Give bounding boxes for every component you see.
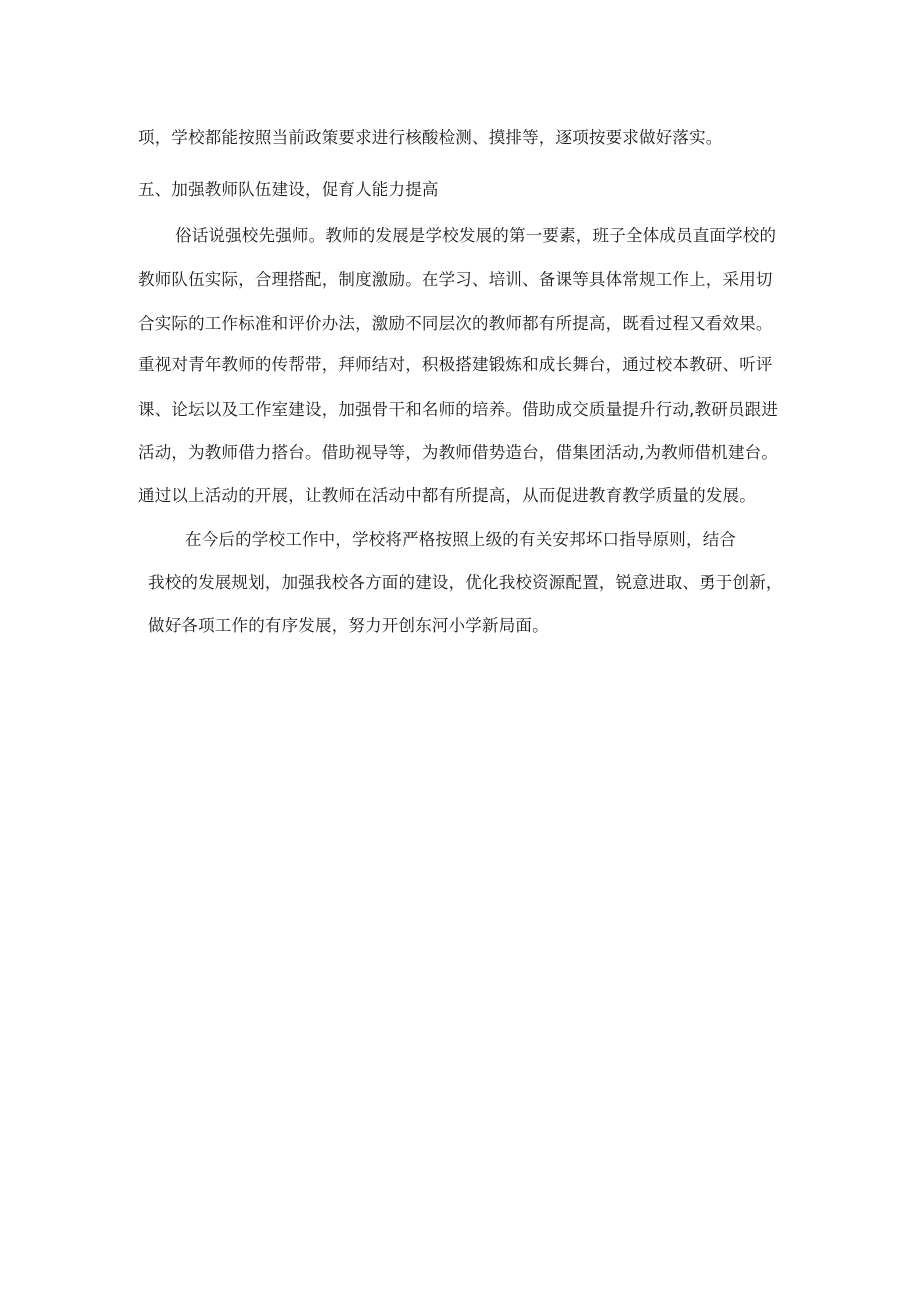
paragraph-line: 教师队伍实际，合理搭配，制度激励。在学习、培训、备课等具体常规工作上，采用切	[138, 270, 773, 289]
paragraph-line: 做好各项工作的有序发展，努力开创东河小学新局面。	[148, 616, 549, 635]
paragraph-line: 合实际的工作标准和评价办法，激励不同层次的教师都有所提高，既看过程又看效果。	[138, 314, 773, 333]
paragraph-line: 活动，为教师借力搭台。借助视导等，为教师借势造台，借集团活动,为教师借机建台。	[138, 443, 779, 462]
paragraph-line: 在今后的学校工作中，学校将严格按照上级的有关安邦坏口指导原则，结合	[185, 530, 737, 549]
intro-line: 项，学校都能按照当前政策要求进行核酸检测、摸排等，逐项按要求做好落实。	[138, 128, 723, 147]
paragraph-line: 通过以上活动的开展，让教师在活动中都有所提高，从而促进教育教学质量的发展。	[138, 486, 756, 505]
paragraph-line: 我校的发展规划，加强我校各方面的建设，优化我校资源配置，锐意进取、勇于创新，	[148, 573, 783, 592]
paragraph-line: 俗话说强校先强师。教师的发展是学校发展的第一要素，班子全体成员直面学校的	[175, 226, 777, 245]
section-heading: 五、加强教师队伍建设，促育人能力提高	[138, 180, 439, 199]
paragraph-line: 重视对青年教师的传帮带，拜师结对，积极搭建锻炼和成长舞台，通过校本教研、听评	[138, 355, 773, 374]
paragraph-line: 课、论坛以及工作室建设，加强骨干和名师的培养。借助成交质量提升行动,教研员跟进	[138, 400, 779, 419]
